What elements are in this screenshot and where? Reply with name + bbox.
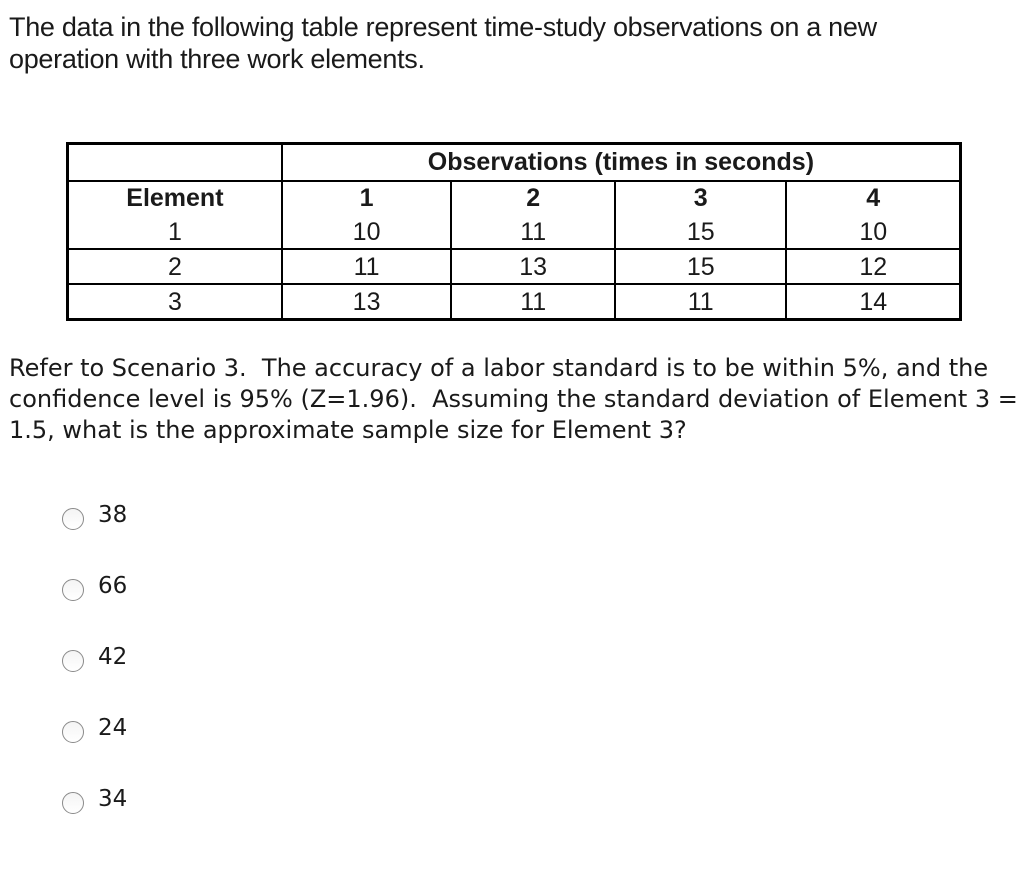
intro-text (9, 11, 1009, 75)
table-row (68, 215, 961, 249)
answer-option[interactable] (62, 784, 182, 814)
value-cell: 13 (451, 249, 615, 284)
value-cell: 11 (282, 249, 452, 284)
table-row (68, 284, 961, 320)
answer-option[interactable] (62, 500, 182, 530)
element-header: Element (68, 181, 282, 215)
observations-header: Observations (times in seconds) (282, 144, 961, 182)
radio-button[interactable] (62, 579, 84, 601)
obs-header-4: 4 (786, 181, 960, 215)
value-cell: 11 (615, 284, 787, 320)
answer-option[interactable] (62, 642, 182, 672)
table-row (68, 249, 961, 284)
value-cell: 14 (786, 284, 960, 320)
value-cell: 13 (282, 284, 452, 320)
table-header-blank-cell (68, 144, 282, 182)
option-label: 38 (98, 502, 128, 528)
value-cell: 11 (451, 284, 615, 320)
obs-header-3: 3 (615, 181, 787, 215)
value-cell: 11 (451, 215, 615, 249)
option-label: 34 (98, 786, 128, 812)
obs-header-1: 1 (282, 181, 452, 215)
radio-button[interactable] (62, 650, 84, 672)
radio-button[interactable] (62, 508, 84, 530)
question-line-3: 1.5, what is the approximate sample size for Element 3? (9, 416, 687, 444)
table-group-header-row (68, 144, 961, 182)
value-cell: 12 (786, 249, 960, 284)
answer-option[interactable] (62, 571, 182, 601)
radio-button[interactable] (62, 721, 84, 743)
table-column-header-row (68, 181, 961, 215)
intro-line-2: operation with three work elements. (9, 44, 425, 74)
question-line-1: Refer to Scenario 3. The accuracy of a labor standard is to be within 5%, and the (9, 354, 989, 382)
value-cell: 10 (786, 215, 960, 249)
option-label: 66 (98, 573, 128, 599)
element-cell: 3 (68, 284, 282, 320)
question-line-2: confidence level is 95% (Z=1.96). Assuming the standard deviation of Element 3 = (9, 385, 1018, 413)
value-cell: 10 (282, 215, 452, 249)
intro-line-1: The data in the following table represent time-study observations on a new (9, 12, 877, 42)
value-cell: 15 (615, 249, 787, 284)
radio-button[interactable] (62, 792, 84, 814)
element-cell: 1 (68, 215, 282, 249)
option-label: 42 (98, 644, 128, 670)
question-text (9, 353, 1018, 446)
option-label: 24 (98, 715, 128, 741)
answer-option[interactable] (62, 713, 182, 743)
element-cell: 2 (68, 249, 282, 284)
observations-table (66, 142, 962, 321)
value-cell: 15 (615, 215, 787, 249)
obs-header-2: 2 (451, 181, 615, 215)
